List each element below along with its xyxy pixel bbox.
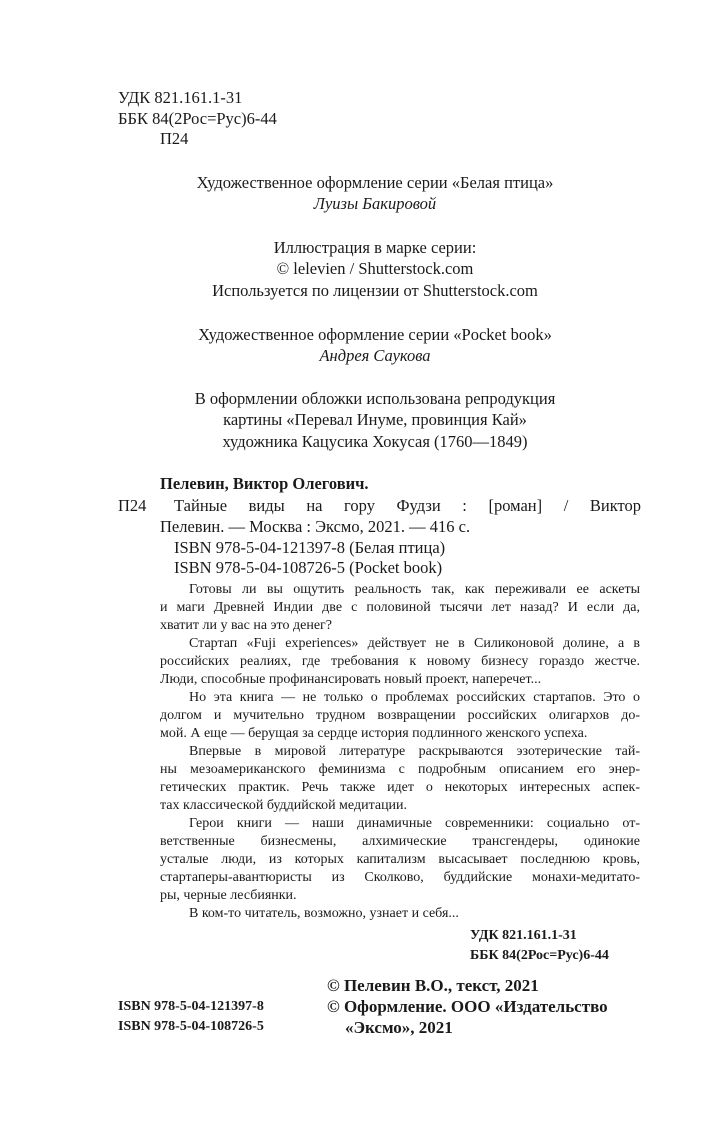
copyright-design: © Оформление. ООО «Издательство [327,997,608,1016]
annotation-line: Готовы ли вы ощутить реальность так, как переживали ее аскеты [189,582,640,597]
series-designer: Андрея Саукова [319,346,431,365]
udk-code: УДК 821.161.1-31 [118,88,243,107]
annotation-line: и маги Древней Индии две с половиной тысячи лет назад? И если да, [160,600,640,615]
footer-isbn: ISBN 978-5-04-108726-5 [118,1019,264,1034]
annotation-line: тах классической буддийской медитации. [160,798,408,813]
footer-bbk: ББК 84(2Рос=Рус)6-44 [470,948,609,963]
annotation-line: гетических практик. Речь также идет о некоторых интересных аспек- [160,780,640,795]
cover-credit: В оформлении обложки использована репродукция [194,389,556,408]
title-line: Тайные виды на гору Фудзи : [роман] / Виктор [174,496,641,515]
footer-udk: УДК 821.161.1-31 [470,928,577,943]
annotation-line: Люди, способные профинансировать новый проект, наперечет... [160,672,542,687]
series-design-credit: Художественное оформление серии «Белая птица» [196,173,554,192]
bbk-code: ББК 84(2Рос=Рус)6-44 [118,109,277,128]
illustration-credit: Используется по лицензии от Shutterstock.com [212,281,538,300]
cover-credit: картины «Перевал Инуме, провинция Кай» [223,410,527,429]
annotation-line: ны мезоамериканского феминизма с подробным описанием его энер- [160,762,640,777]
illustration-credit: © lelevien / Shutterstock.com [276,259,474,278]
copyright-design: «Эксмо», 2021 [345,1018,453,1037]
cover-credit: художника Кацусика Хокусая (1760—1849) [222,432,528,451]
isbn: ISBN 978-5-04-108726-5 (Pocket book) [174,558,443,577]
annotation-line: ветственные бизнесмены, алхимические трансгендеры, одинокие [160,834,640,849]
annotation-line: мой. А еще — берущая за сердце история подлинного женского успеха. [160,726,588,741]
series-design-credit: Художественное оформление серии «Pocket book» [198,325,552,344]
illustration-credit: Иллюстрация в марке серии: [273,238,477,257]
isbn: ISBN 978-5-04-121397-8 (Белая птица) [174,538,446,557]
annotation-line: Впервые в мировой литературе раскрываются эзотерические тай- [189,744,640,759]
copyright-text: © Пелевин В.О., текст, 2021 [327,976,539,995]
series-designer: Луизы Бакировой [313,194,437,213]
annotation-line: российских реалиях, где требования к новому бизнесу гораздо жестче. [160,654,640,669]
annotation-line: хватит ли у вас на это денег? [160,618,332,633]
footer-isbn: ISBN 978-5-04-121397-8 [118,999,264,1014]
annotation-line: стартаперы-авантюристы из Сколково, буддийские монахи-медитато- [160,870,640,885]
annotation-line: Но эта книга — не только о проблемах российских стартапов. Это о [189,690,640,705]
annotation-line: долгом и мучительно трудном возвращении российских олигархов до- [160,708,640,723]
annotation-line: ры, черные лесбиянки. [160,888,297,903]
author-sign: П24 [118,496,147,515]
annotation-line: В ком-то читатель, возможно, узнает и себя... [189,906,459,921]
annotation-line: Стартап «Fuji experiences» действует не в Силиконовой долине, а в [189,636,640,651]
author-sign: П24 [160,129,189,148]
title-line: Пелевин. — Москва : Эксмо, 2021. — 416 с. [160,517,471,536]
annotation-line: Герои книги — наши динамичные современники: социально от- [189,816,640,831]
author-heading: Пелевин, Виктор Олегович. [160,474,369,493]
annotation-line: усталые люди, из которых капитализм высасывает последнюю кровь, [160,852,640,867]
